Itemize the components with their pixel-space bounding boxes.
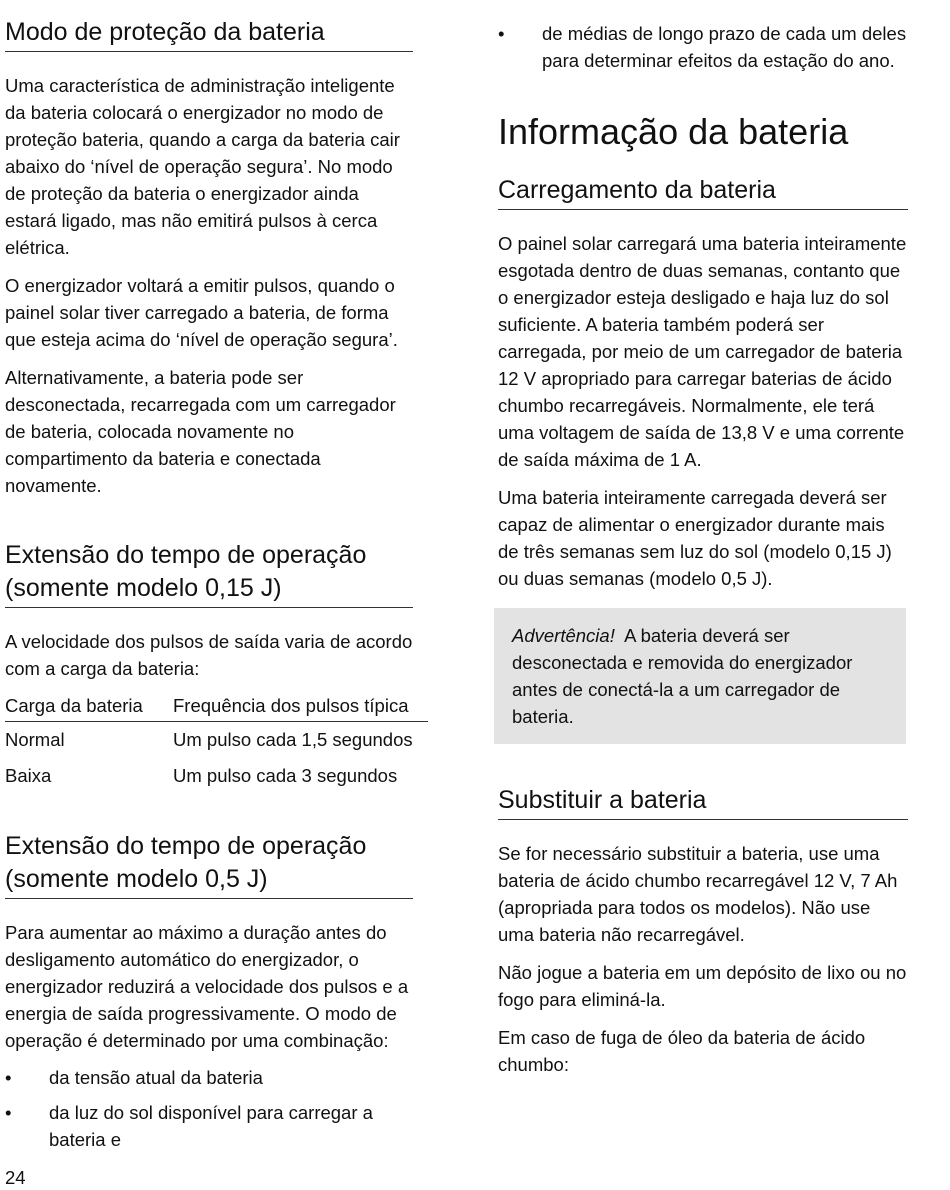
paragraph: A velocidade dos pulsos de saída varia de acordo com a carga da bateria: [5,631,413,679]
paragraph: Alternativamente, a bateria pode ser desconectada, recarregada com um carregador de bateria, colocada novamente no compartimento da bateria e conectada novamente. [5,367,396,496]
bullet-list [5,1064,413,1153]
title-line: Extensão do tempo de operação [5,832,367,860]
section-title-operation-extension-05 [5,830,413,899]
title-line: (somente modelo 0,15 J) [5,574,282,602]
table-cell: Um pulso cada 3 segundos [173,765,398,786]
table-cell: Um pulso cada 1,5 segundos [173,729,413,750]
paragraph: Se for necessário substituir a bateria, use uma bateria de ácido chumbo recarregável 12 V, 7 Ah (apropriada para todos os modelos). Não use uma bateria não recarregável. [498,843,898,945]
table-header: Frequência dos pulsos típica [173,692,428,722]
warning-label: Advertência! [512,625,615,646]
warning-paragraph [512,622,888,730]
paragraph: Em caso de fuga de óleo da bateria de ácido chumbo: [498,1027,866,1075]
table-row [5,722,428,759]
paragraph: Uma característica de administração inteligente da bateria colocará o energizador no modo de proteção bateria, quando a carga da bateria cair abaixo do ‘nível de operação segura’. No modo de proteção da bateria o energizador ainda estará ligado, mas não emitirá pulsos à cerca elétrica. [5,75,400,258]
table-header: Carga da bateria [5,692,173,722]
warning-text: A bateria deverá ser desconectada e removida do energizador antes de conectá-la a um carregador de bateria. [512,625,853,727]
bullet-list [498,20,908,74]
title-line: (somente modelo 0,5 J) [5,865,268,893]
table-header-row [5,692,428,722]
section-title-replace-battery: Substituir a bateria [498,784,908,820]
table-row [5,758,428,794]
list-item: • de médias de longo prazo de cada um deles para determinar efeitos da estação do ano. [498,20,908,74]
paragraph: Uma bateria inteiramente carregada deverá ser capaz de alimentar o energizador durante mais de três semanas sem luz do sol (modelo 0,15 J) ou duas semanas (modelo 0,5 J). [498,487,892,589]
table-cell: Baixa [5,765,52,786]
title-line: Extensão do tempo de operação [5,541,367,569]
paragraph: O painel solar carregará uma bateria inteiramente esgotada dentro de duas semanas, contanto que o energizador esteja desligado e haja luz do sol suficiente. A bateria também poderá ser carregada, por meio de um carregador de bateria 12 V apropriado para carregar baterias de ácido chumbo recarregáveis. Normalmente, ele terá uma voltagem de saída de 13,8 V e uma corrente de saída máxima de 1 A. [498,233,907,470]
table-cell: Normal [5,729,65,750]
section-title-battery-charging: Carregamento da bateria [498,174,908,210]
pulse-frequency-table [5,692,428,794]
list-item: • da luz do sol disponível para carregar a bateria e [5,1099,413,1153]
chapter-title: Informação da bateria [498,111,849,152]
right-column [498,0,908,1078]
paragraph: Não jogue a bateria em um depósito de lixo ou no fogo para eliminá-la. [498,962,907,1010]
section-title-battery-protection: Modo de proteção da bateria [5,16,413,52]
warning-box [494,608,906,744]
paragraph: O energizador voltará a emitir pulsos, quando o painel solar tiver carregado a bateria, de forma que esteja acima do ‘nível de operação segura’. [5,275,398,350]
list-item: • da tensão atual da bateria [5,1064,413,1091]
section-title-operation-extension-015 [5,539,413,608]
page-number: 24 [5,1167,26,1188]
paragraph: Para aumentar ao máximo a duração antes do desligamento automático do energizador, o energizador reduzirá a velocidade dos pulsos e a energia de saída progressivamente. O modo de operação é determinado por uma combinação: [5,922,409,1051]
left-column [5,0,413,1153]
